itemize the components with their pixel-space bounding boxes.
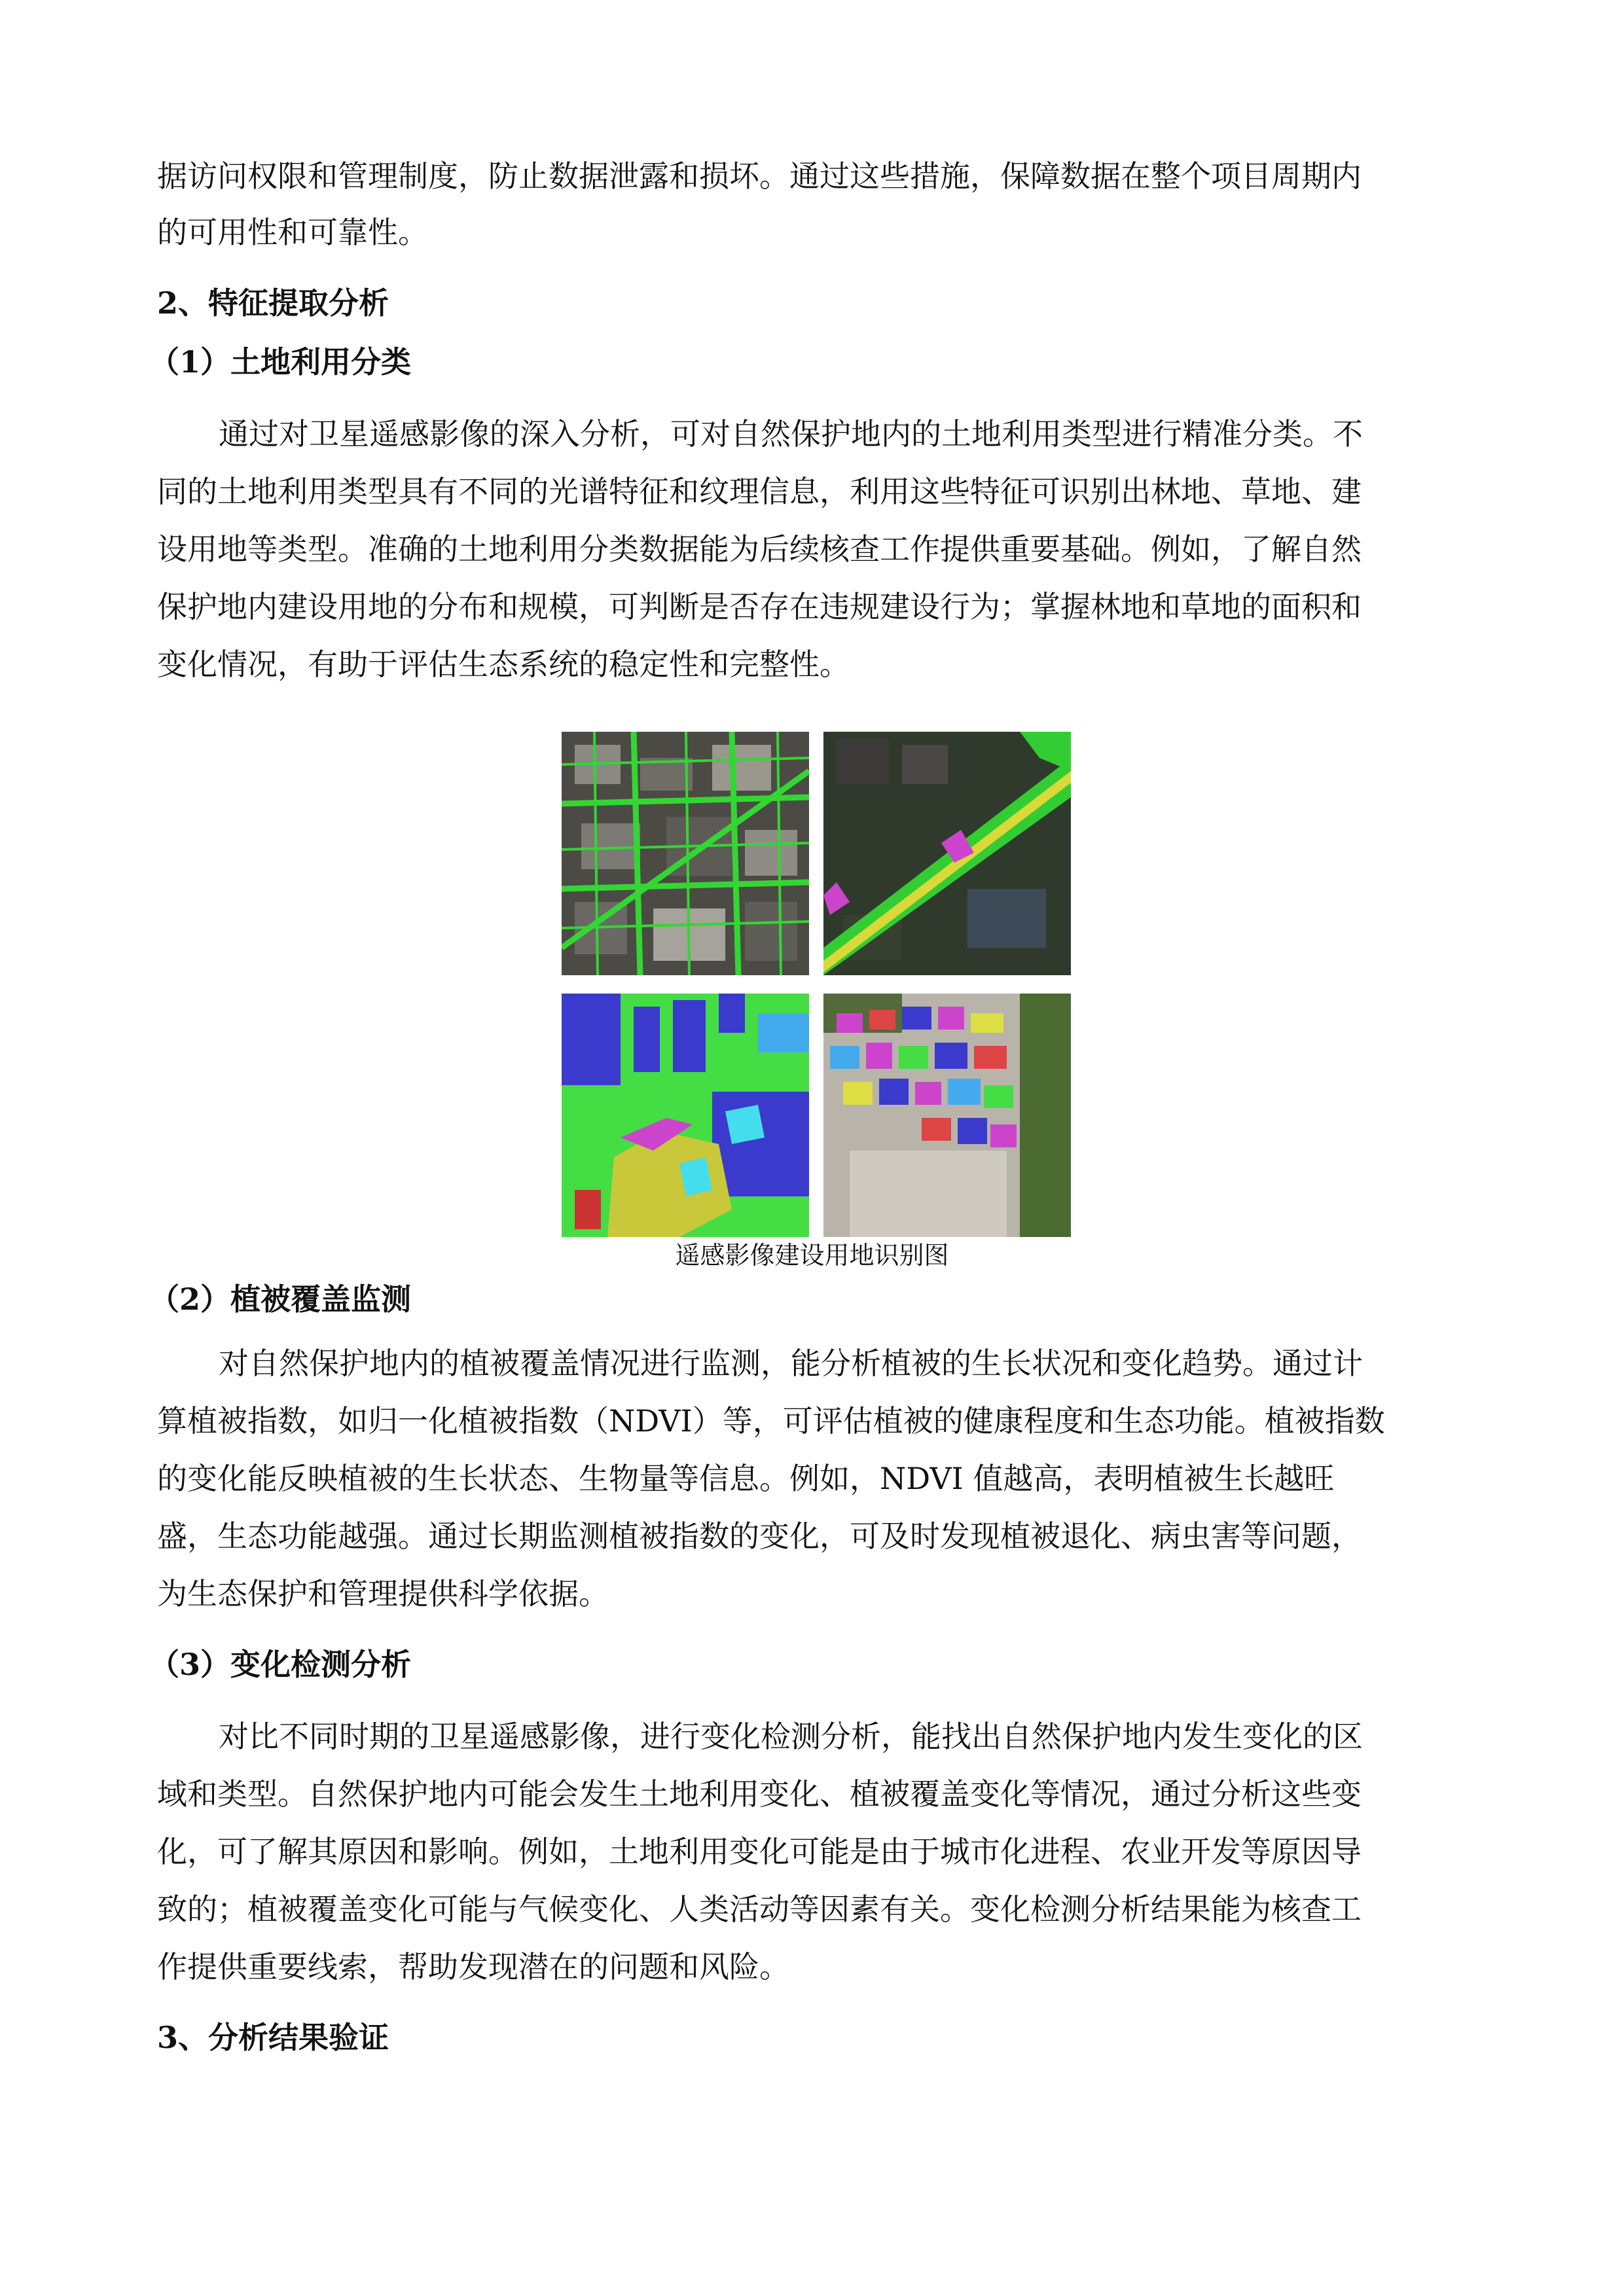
figure-tile-highway (823, 732, 1071, 975)
paragraph-line: 致的；植被覆盖变化可能与气候变化、人类活动等因素有关。变化检测分析结果能为核查工 (157, 1892, 1362, 1927)
paragraph-line: 作提供重要线索，帮助发现潜在的问题和风险。 (157, 1949, 789, 1984)
paragraph-line: 化，可了解其原因和影响。例如，土地利用变化可能是由于城市化进程、农业开发等原因导 (157, 1834, 1362, 1869)
paragraph-line: 的可用性和可靠性。 (157, 215, 428, 250)
paragraph-line: 设用地等类型。准确的土地利用分类数据能为后续核查工作提供重要基础。例如，了解自然 (157, 531, 1362, 567)
subsection-heading-2: （2）植被覆盖监测 (149, 1282, 412, 1317)
section-heading-2: 2、特征提取分析 (157, 285, 389, 321)
figure-tile-building-segmentation (823, 994, 1071, 1237)
subsection-heading-1: （1）土地利用分类 (149, 344, 412, 380)
paragraph-line: 保护地内建设用地的分布和规模，可判断是否存在违规建设行为；掌握林地和草地的面积和 (157, 589, 1362, 624)
section-heading-3: 3、分析结果验证 (157, 2020, 389, 2055)
figure-tile-land-classification (562, 994, 809, 1237)
paragraph-line: 为生态保护和管理提供科学依据。 (157, 1576, 609, 1611)
paragraph-line: 盛，生态功能越强。通过长期监测植被指数的变化，可及时发现植被退化、病虫害等问题， (157, 1518, 1362, 1554)
figure-tile-urban-roads (562, 732, 809, 975)
paragraph-line: 同的土地利用类型具有不同的光谱特征和纹理信息，利用这些特征可识别出林地、草地、建 (157, 474, 1362, 509)
subsection-heading-3: （3）变化检测分析 (149, 1647, 412, 1682)
paragraph-line: 对自然保护地内的植被覆盖情况进行监测，能分析植被的生长状况和变化趋势。通过计 (219, 1346, 1363, 1381)
paragraph-line: 据访问权限和管理制度，防止数据泄露和损坏。通过这些措施，保障数据在整个项目周期内 (157, 158, 1362, 194)
remote-sensing-figure (562, 732, 1071, 1237)
paragraph-line: 变化情况，有助于评估生态系统的稳定性和完整性。 (157, 647, 850, 682)
figure-caption: 遥感影像建设用地识别图 (675, 1241, 949, 1270)
paragraph-line: 的变化能反映植被的生长状态、生物量等信息。例如，NDVI 值越高，表明植被生长越旺 (157, 1461, 1335, 1496)
paragraph-line: 对比不同时期的卫星遥感影像，进行变化检测分析，能找出自然保护地内发生变化的区 (219, 1719, 1363, 1754)
paragraph-line: 通过对卫星遥感影像的深入分析，可对自然保护地内的土地利用类型进行精准分类。不 (219, 416, 1363, 452)
paragraph-line: 域和类型。自然保护地内可能会发生土地利用变化、植被覆盖变化等情况，通过分析这些变 (157, 1776, 1362, 1812)
paragraph-line: 算植被指数，如归一化植被指数（NDVI）等，可评估植被的健康程度和生态功能。植被指数 (157, 1403, 1385, 1439)
